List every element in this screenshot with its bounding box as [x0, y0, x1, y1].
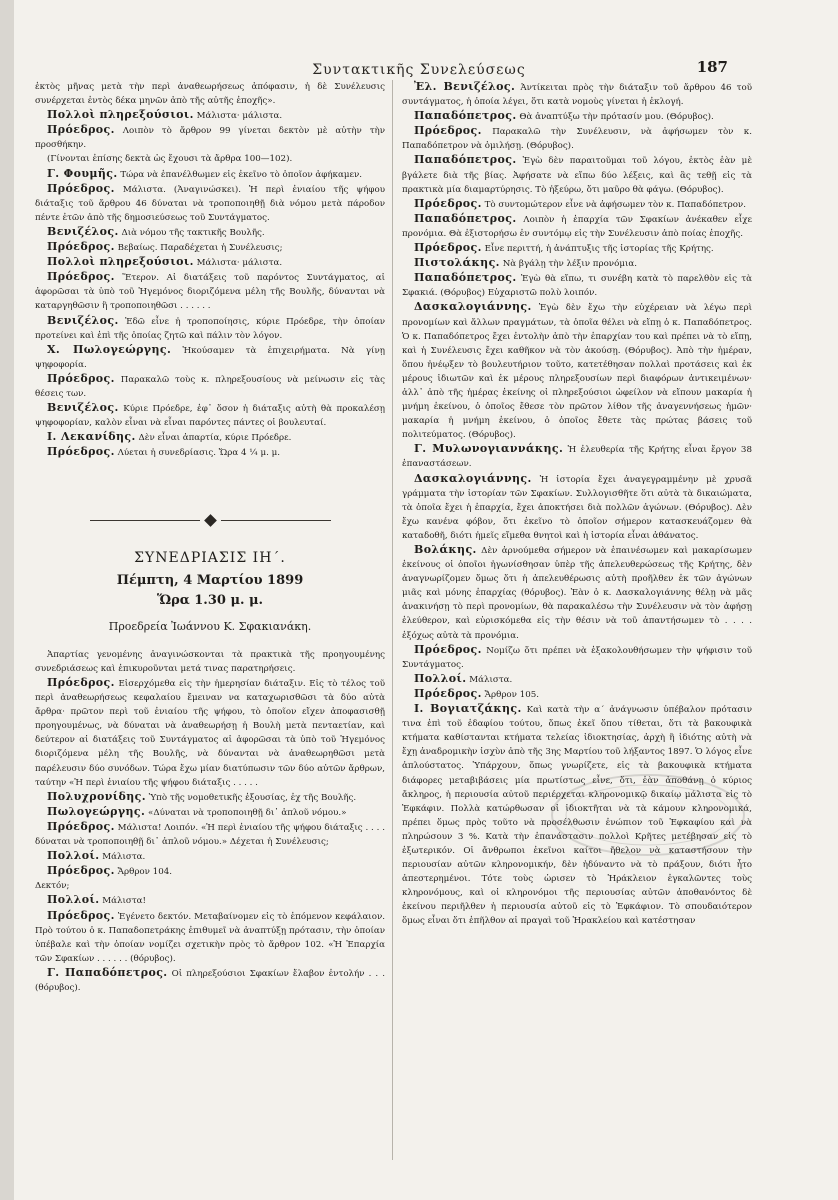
paragraph: [402, 271, 752, 300]
speaker-name: Παπαδόπετρος.: [414, 271, 517, 285]
session-date: Πέμπτη, 4 Μαρτίου 1899: [116, 572, 304, 588]
paragraph: [402, 687, 752, 702]
speaker-name: Πρόεδρος.: [414, 642, 482, 656]
paragraph: [35, 372, 385, 401]
paragraph: [35, 820, 385, 849]
paragraph-text: Μάλιστα!: [102, 896, 146, 907]
session-chair: Προεδρεία Ἰωάννου Κ. Σφακιανάκη.: [108, 619, 312, 633]
paragraph-text: Ἄρθρον 104.: [117, 867, 173, 878]
paragraph-text: Λοιπὸν ἡ ἐπαρχία τῶν Σφακίων ἀνέκαθεν εἶχε προνόμια. Θὰ ἐξιστορήσω ἐν συντόμῳ εἰς τὴν Συνέλευσιν ἀπὸ ποίας ἐποχῆς.: [402, 214, 752, 239]
paragraph: [35, 225, 385, 240]
paragraph: [402, 643, 752, 672]
paragraph: [35, 167, 385, 182]
speaker-name: Πρόεδρος.: [414, 196, 482, 210]
paragraph-text: Νομίζω ὅτι πρέπει νὰ ἐξακολουθήσωμεν τὴν ψήφισιν τοῦ Συντάγματος.: [402, 645, 752, 670]
speaker-name: Δασκαλογιάννης.: [414, 471, 532, 485]
speaker-name: Πωλογεώργης.: [47, 804, 146, 818]
paragraph-text: Τώρα νὰ ἐπανέλθωμεν εἰς ἐκεῖνο τὸ ὁποῖον ἀφήκαμεν.: [120, 169, 363, 180]
paragraph: [402, 197, 752, 212]
paragraph-text: Ἕτερον. Αἱ διατάξεις τοῦ παρόντος Συντάγματος, αἱ ἀφορῶσαι τὰ ὑπὸ τοῦ Ἡγεμόνος διοριζόμενα μέλη τῆς Βουλῆς, δύνανται νὰ καταργηθῶσιν ἢ τροποποιηθῶσι . . . . . .: [35, 273, 385, 312]
speaker-name: Πρόεδρος.: [414, 686, 482, 700]
speaker-name: Πρόεδρος.: [47, 181, 115, 195]
separator-ornament: [204, 515, 217, 528]
paragraph: [35, 864, 385, 879]
paragraph-text: Νὰ βγάλῃ τὴν λέξιν προνόμια.: [502, 259, 638, 270]
left-column-part-2: [35, 648, 385, 995]
speaker-name: Πολλοὶ πληρεξούσιοι.: [47, 255, 194, 269]
speaker-name: Πρόεδρος.: [47, 270, 115, 284]
paragraph-text: Μάλιστα· μάλιστα.: [196, 258, 283, 269]
paragraph: [35, 314, 385, 343]
paragraph-text: Ἐδῶ εἶνε ἡ τροποποίησις, κύριε Πρόεδρε, τὴν ὁποίαν προτείνει καὶ ἐπὶ τῆς ὁποίας ζητῶ καὶ πάλιν τὸν λόγον.: [35, 316, 385, 341]
paragraph-text: Ἄρθρον 105.: [484, 689, 540, 700]
session-separator: [35, 516, 385, 525]
speaker-name: Πολυχρονίδης.: [47, 789, 146, 803]
paragraph: [402, 241, 752, 256]
speaker-name: Γ. Παπαδόπετρος.: [47, 965, 168, 979]
paragraph-text: ἐκτὸς μῆνας μετὰ τὴν περὶ ἀναθεωρήσεως ἀπόφασιν, ἡ δὲ Συνέλευσις συνέρχεται ἐντὸς δέκα μηνῶν ἀπὸ τῆς αὐτῆς ἐποχῆς».: [35, 82, 385, 107]
paragraph: [35, 805, 385, 820]
paragraph: [35, 790, 385, 805]
paragraph: [35, 343, 385, 372]
paragraph: [35, 676, 385, 790]
speaker-name: Πρόεδρος.: [47, 819, 115, 833]
paragraph: [35, 430, 385, 445]
paragraph-text: Ἡ ἱστορία ἔχει ἀναγεγραμμένην μὲ χρυσᾶ γράμματα τὴν ἱστορίαν τῶν Σφακίων. Συλλογισθῆτε ὅτι αὐτὰ τὰ δικαιώματα, τὰ ὁποῖα ἔχει ἡ ἐπαρχία, ἔχει ἀποκτήσει διὰ πολλῶν ἀγώνων. (Θόρυβος). Δὲν ἔχω κανένα φόβον, ὅτι ἐκεῖνο τὸ ὁποῖον σήμερον κατασκευάζομεν θὰ καταδοθῆ, διότι ἡμεῖς εἴμεθα θνητοὶ καὶ ἡ ἱστορία εἶναι ἀθάνατος.: [402, 474, 752, 541]
paragraph-text: Εἶνε περιττή, ἡ ἀνάπτυξις τῆς ἱστορίας τῆς Κρήτης.: [484, 244, 714, 255]
speaker-name: Πολλοί.: [47, 849, 100, 863]
speaker-name: Πολλοὶ πληρεξούσιοι.: [47, 108, 194, 122]
speaker-name: Ι. Λεκανίδης.: [47, 430, 136, 444]
paragraph-text: «Δύναται νὰ τροποποιηθῇ δι᾽ ἁπλοῦ νόμου.»: [148, 807, 347, 818]
paragraph-text: Ἐγένετο δεκτόν. Μεταβαίνομεν εἰς τὸ ἑπόμενον κεφάλαιον. Πρὸ τούτου ὁ κ. Παπαδοπετράκης ἐπιθυμεῖ νὰ ἀναπτύξῃ πρότασιν, τὴν ὁποίαν ὑπέβαλε καὶ τὴν ὁποίαν νομίζει σχετικὴν πρὸς τὸ ἄρθρον 102. «Ἡ Ἐπαρχία τῶν Σφακίων . . . . . . (θόρυβος).: [35, 911, 385, 964]
speaker-name: Πολλοί.: [47, 893, 100, 907]
separator-line-right: [221, 520, 331, 521]
paragraph-text: Δὲν εἶναι ἀπαρτία, κύριε Πρόεδρε.: [138, 433, 292, 444]
speaker-name: Βενιζέλος.: [47, 313, 119, 327]
left-column-part-1: [35, 80, 385, 460]
speaker-name: Γ. Μυλωνογιαννάκης.: [414, 442, 564, 456]
paragraph: [35, 401, 385, 430]
paragraph-text: Λοιπὸν τὸ ἄρθρον 99 γίνεται δεκτὸν μὲ αὐτὴν τὴν προσθήκην.: [35, 126, 385, 151]
paragraph-text: Παρακαλῶ τοὺς κ. πληρεξουσίους νὰ μείνωσιν εἰς τὰς θέσεις των.: [35, 374, 385, 399]
left-column: [35, 80, 385, 1090]
paragraph-text: Θὰ ἀναπτύξω τὴν πρότασίν μου. (Θόρυβος).: [519, 112, 714, 123]
speaker-name: Παπαδόπετρος.: [414, 211, 517, 225]
paragraph: [35, 123, 385, 152]
speaker-name: Πρόεδρος.: [47, 676, 115, 689]
paragraph: [402, 543, 752, 643]
speaker-name: Χ. Πωλογεώργης.: [47, 342, 172, 356]
paragraph: [402, 300, 752, 442]
paragraph-text: Κύριε Πρόεδρε, ἐφ᾽ ὅσον ἡ διάταξις αὐτὴ θὰ προκαλέσῃ ψηφοφορίαν, καλὸν εἶναι νὰ εἶναι παρόντες πάντες οἱ βουλευταί.: [35, 404, 385, 429]
page-number: 187: [696, 58, 728, 76]
paragraph: [402, 256, 752, 271]
paragraph-text: Ἠκούσαμεν τὰ ἐπιχειρήματα. Νὰ γίνῃ ψηφοφορία.: [35, 345, 385, 370]
right-column: [402, 80, 752, 1165]
speaker-name: Πρόεδρος.: [47, 240, 115, 254]
separator-line-left: [90, 520, 200, 521]
paragraph: [35, 152, 385, 166]
paragraph-text: (Γίνονται ἐπίσης δεκτὰ ὡς ἔχουσι τὰ ἄρθρα 100—102).: [47, 154, 293, 165]
paragraph-text: Μάλιστα.: [102, 852, 146, 863]
session-time: Ὥρα 1.30 μ. μ.: [156, 592, 264, 608]
speaker-name: Πολλοί.: [414, 671, 467, 685]
paragraph: [35, 909, 385, 966]
speaker-name: Πρόεδρος.: [47, 371, 115, 385]
paragraph: [35, 893, 385, 908]
paragraph-text: Παρακαλῶ τὴν Συνέλευσιν, νὰ ἀφήσωμεν τὸν κ. Παπαδόπετρον νὰ ὁμιλήσῃ. (Θόρυβος).: [402, 127, 752, 152]
paragraph: [35, 240, 385, 255]
binding-gutter: [0, 0, 14, 1200]
paragraph-text: Ἀπαρτίας γενομένης ἀναγινώσκονται τὰ πρακτικὰ τῆς προηγουμένης συνεδριάσεως καὶ ἐπικυροῦνται μετά τινας παρατηρήσεις.: [35, 649, 385, 674]
paragraph: [35, 648, 385, 676]
paragraph-text: Τὸ συντομώτερον εἶνε νὰ ἀφήσωμεν τὸν κ. Παπαδόπετρον.: [484, 199, 746, 210]
paragraph: [402, 80, 752, 109]
paragraph-text: Μάλιστα. (Ἀναγινώσκει). Ἡ περὶ ἐνιαίου τῆς ψήφου διάταξις τοῦ ἄρθρου 46 δύναται νὰ τροποποιηθῇ διὰ νόμου μετὰ πάροδον πέντε ἐτῶν ἀπὸ τῆς δημοσιεύσεως τοῦ Συντάγματος.: [35, 184, 385, 223]
paragraph: [35, 80, 385, 108]
paragraph-text: Δὲν ἀρνούμεθα σήμερον νὰ ἐπαινέσωμεν καὶ μακαρίσωμεν ἐκείνους οἱ ὁποῖοι ἠγωνίσθησαν ὑπὲρ τῆς ἀπελευθερώσεως τῆς Κρήτης, δὲν ἀναγνωρίζομεν ὅμως ὅτι ἡ ἀπελευθέρωσις αὐτὴ προῆλθεν ἐκ τῶν ἀγώνων μιᾶς καὶ μόνης ἐπαρχίας (θόρυβος). Ἐὰν ὁ κ. Δασκαλογιάννης θέλῃ νὰ μᾶς ἀνακινήσῃ τὸ περὶ προνομίων, θὰ παρακαλέσω τὴν Συνέλευσιν νὰ τὸν ἀφήσῃ ἐλεύθερον, καὶ εὑρισκόμεθα εἰς τὴν θέσιν νὰ τοῦ ἀπαντήσωμεν τὸ . . . . ἐξόχως αὐτὰ τὰ προνόμια.: [402, 546, 752, 641]
paragraph-text: Ἀντίκειται πρὸς τὴν διάταξιν τοῦ ἄρθρου 46 τοῦ συντάγματος, ἡ ὁποία λέγει, ὅτι κατὰ νομοὺς γίνεται ἡ ἐκλογή.: [402, 83, 752, 108]
paragraph: [35, 849, 385, 864]
speaker-name: Δασκαλογιάννης.: [414, 300, 532, 314]
speaker-name: Πρόεδρος.: [414, 241, 482, 255]
paragraph: [35, 255, 385, 270]
paragraph: [35, 966, 385, 995]
right-column-body: [402, 80, 752, 929]
paragraph: [402, 153, 752, 196]
paragraph-text: Μάλιστα· μάλιστα.: [196, 111, 283, 122]
paragraph-text: Μάλιστα.: [469, 674, 513, 685]
paragraph-text: Ὑπὸ τῆς νομοθετικῆς ἐξουσίας, ἐχ τῆς Βουλῆς.: [148, 792, 357, 803]
paragraph-text: Καὶ κατὰ τὴν α΄ ἀνάγνωσιν ὑπέβαλον πρότασιν τινα ἐπὶ τοῦ ἐδαφίου τούτου, ὅπως ἐκεῖ ὅπου τίθεται, ὅτι τὰ βακουφικὰ κτήματα καθίστανται κτήματα τελείας ἰδιοκτησίας, ἀρχὴ ἢ ἰδιότης αὐτὴ νὰ ἔχῃ ἀναδρομικὴν ἰσχὺν ἀπὸ τῆς 3ης Μαρτίου τοῦ λήξαντος 1897. Ὁ λόγος εἶνε ἁπλούστατος. Ὑπάρχουν, ὅπως γνωρίζετε, εἰς τὰ βακουφικὰ κτήματα διάφορες μεταβιβάσεις μία πρωτίστως εἶνε, ὅτι, ἐὰν ἀποθάνῃ ὁ κύριος ἄκληρος, ἡ περιουσία αὐτοῦ περιέρχεται κληρονομικῷ δικαίῳ μάλιστα εἰς τὸ Ἐφκάφιν. Πολλὰ κατώρθωσαν οἱ ἰδιοκτῆται νὰ τὰ κάμουν κληρονομικά, πρέπει ὅμως πρὸς τοῦτο νὰ προσέλθωσιν ἐνώπιον τοῦ Ἐφκαφίου καὶ νὰ πληρώσουν 3 %. Κατὰ τὴν ἐπανάστασιν πολλοὶ Κρῆτες μετέβησαν εἰς τὸ ἐξωτερικόν. Οἱ ἄνθρωποι ἐκεῖνοι καίτοι ἤθελον νὰ καταστήσουν τὴν περιουσίαν αὐτῶν κληρονομικήν, δὲν ἠδύναντο νὰ τὸ πράξουν, διότι ἦτο ἀπεστερημένοι. Τότε τοὺς ὡρισεν τὸ Ἡράκλειον ἐγκαλῶντες τοὺς κληρονόμους, καὶ οἱ κληρονόμοι τῆς περιουσίας αὐτῶν ἀποθανόντος δὲ ἐκείνου περιῆλθεν ἡ περιουσία αὐτοῦ εἰς τὸ Ἐφκάφιον. Τὸ σπουδαιότερον ὅμως εἶναι ὅτι ἐπῆλθον αἱ πραγαὶ τοῦ Ἡρακλείου καὶ κατέστησαν: [402, 705, 752, 927]
speaker-name: Πρόεδρος.: [47, 864, 115, 878]
paragraph-text: Ἐγὼ δὲν παραιτοῦμαι τοῦ λόγου, ἐκτὸς ἐὰν μὲ βγάλετε διὰ τῆς βίας. Ἀφήσατε νὰ εἴπω δύο λέξεις, καὶ ἂς τεθῇ εἰς τὰ πρακτικὰ μία διαμαρτύρησις. Τὸ ἠξεύρω, ὅτι μαῦρο θὰ φάγω. (Θόρυβος).: [402, 156, 752, 195]
paragraph-text: Ἐγὼ δὲν ἔχω τὴν εὐχέρειαν νὰ λέγω περὶ προνομίων καὶ ἄλλων πραγμάτων, τὰ ὁποῖα θέλει νὰ εἴπῃ ὁ κ. Παπαδόπετρος. Ὁ κ. Παπαδόπετρος ἔχει ἐντολὴν ἀπὸ τὴν ἐπαρχίαν του καὶ πρέπει νὰ τὸ εἴπῃ, καὶ ἡ Συνέλευσις ἔχει καθῆκον νὰ τὸν ἀκούσῃ. (Θόρυβος). Ἀπὸ τὴν ἡμέραν, ὅπου ἠνέῳξεν τὸ βουλευτήριον τοῦτο, κατετέθησαν πολλαὶ προτάσεις καὶ ἐκ μέρους ἰδιωτῶν καὶ ἐκ μέρους πληρεξουσίων περὶ διαφόρων ἀντικειμένων· ἀλλ᾽ ἀπὸ τῆς ἡμέρας ἐκείνης οἱ πληρεξούσιοι ὠφείλον νὰ εἴπουν μακαρία ἡ μνήμη ἐκείνου, ὁ ὁποῖος ἔθεσε τὸν πρῶτον λίθον τῆς ἀναγεννήσεως ἡμῶν· μακαρία ἡ μνήμη ἐκείνου, ὁ ὁποῖος ἔθετε τὰς πρώτας βάσεις τοῦ πολιτεύματος. (Θόρυβος).: [402, 303, 752, 441]
paragraph-text: Οἱ πληρεξούσιοι Σφακίων ἔλαβον ἐντολήν . . . (θόρυβος).: [35, 968, 385, 993]
speaker-name: Ι. Βογιατζάκης.: [414, 702, 522, 716]
paragraph: [402, 109, 752, 124]
speaker-name: Παπαδόπετρος.: [414, 109, 517, 123]
speaker-name: Βολάκης.: [414, 543, 477, 556]
paragraph-text: Βεβαίως. Παραδέχεται ἡ Συνέλευσις;: [117, 243, 283, 254]
speaker-name: Βενιζέλος.: [47, 401, 119, 415]
session-title: ΣΥΝΕΔΡΙΑΣΙΣ ΙΗ΄.: [134, 550, 286, 567]
paragraph: [402, 472, 752, 543]
paragraph-text: Διὰ νόμου τῆς τακτικῆς Βουλῆς.: [121, 227, 265, 238]
paragraph-text: Ἡ ἐλευθερία τῆς Κρήτης εἶναι ἔργον 38 ἐπαναστάσεων.: [402, 445, 752, 470]
speaker-name: Ἐλ. Βενιζέλος.: [414, 80, 516, 93]
paragraph-text: Ἐγὼ θὰ εἴπω, τι συνέβη κατὰ τὸ παρελθὸν εἰς τὰ Σφακιά. (Θόρυβος) Εὐχαριστῶ πολὺ λοιπόν.: [402, 274, 752, 299]
speaker-name: Πρόεδρος.: [414, 124, 482, 138]
speaker-name: Πρόεδρος.: [47, 123, 115, 137]
paragraph: [402, 702, 752, 929]
speaker-name: Βενιζέλος.: [47, 224, 119, 238]
paragraph-text: Μάλιστα! Λοιπόν. «Ἡ περὶ ἐνιαίου τῆς ψήφου διάταξις . . . . δύναται νὰ τροποποιηθῇ δι᾽ ἁπλοῦ νόμου.» Δέχεται ἡ Συνέλευσις;: [35, 822, 385, 848]
paragraph: [35, 108, 385, 123]
paragraph: [402, 442, 752, 471]
paragraph: [35, 879, 385, 893]
paragraph: [35, 445, 385, 460]
speaker-name: Πιστολάκης.: [414, 256, 500, 270]
paragraph-text: Λύεται ἡ συνεδρίασις. Ὥρα 4 ¼ μ. μ.: [117, 448, 281, 459]
paragraph: [402, 672, 752, 687]
speaker-name: Πρόεδρος.: [47, 908, 115, 922]
paragraph: [35, 182, 385, 225]
paragraph: [402, 212, 752, 241]
speaker-name: Παπαδόπετρος.: [414, 153, 517, 167]
speaker-name: Πρόεδρος.: [47, 445, 115, 459]
paragraph: [402, 124, 752, 153]
running-title: Συντακτικῆς Συνελεύσεως: [312, 62, 526, 78]
paragraph: [35, 270, 385, 313]
paragraph-text: Εἰσερχόμεθα εἰς τὴν ἡμερησίαν διάταξιν. Εἰς τὸ τέλος τοῦ περὶ ἀναθεωρήσεως κεφαλαίου ἔμειναν να καταχωρισθῶσι τὰ δύο αὐτὰ ἄρθρα· πρῶτον περὶ τοῦ ἐνιαίου τῆς ψήφου, τὸ ὁποῖον εἴχεν ἀποφασισθῇ προηγουμένως, νὰ δύναται νὰ ἀναθεωρήσῃ ἡ Βουλὴ μετὰ πενταετίαν, καὶ δεύτερον αἱ διατάξεις τοῦ Συντάγματος αἱ ἀφορῶσαι τὰ ὑπὸ τοῦ Ἡγεμόνος διοριζόμενα μέλη τῆς Βουλῆς, νὰ δύνανται νὰ ἀναθεωρηθῶσι μετὰ παρέλευσιν δύο συνόδων. Τώρα ἔχω μίαν διατύπωσιν τῶν δύο αὐτῶν ἄρθρων, ταύτην «Ἡ περὶ ἐνιαίου τῆς ψήφου διάταξις . . . . .: [35, 679, 385, 788]
column-divider: [392, 80, 393, 1160]
paragraph-text: Δεκτόν;: [35, 881, 70, 892]
speaker-name: Γ. Φουμῆς.: [47, 166, 118, 180]
